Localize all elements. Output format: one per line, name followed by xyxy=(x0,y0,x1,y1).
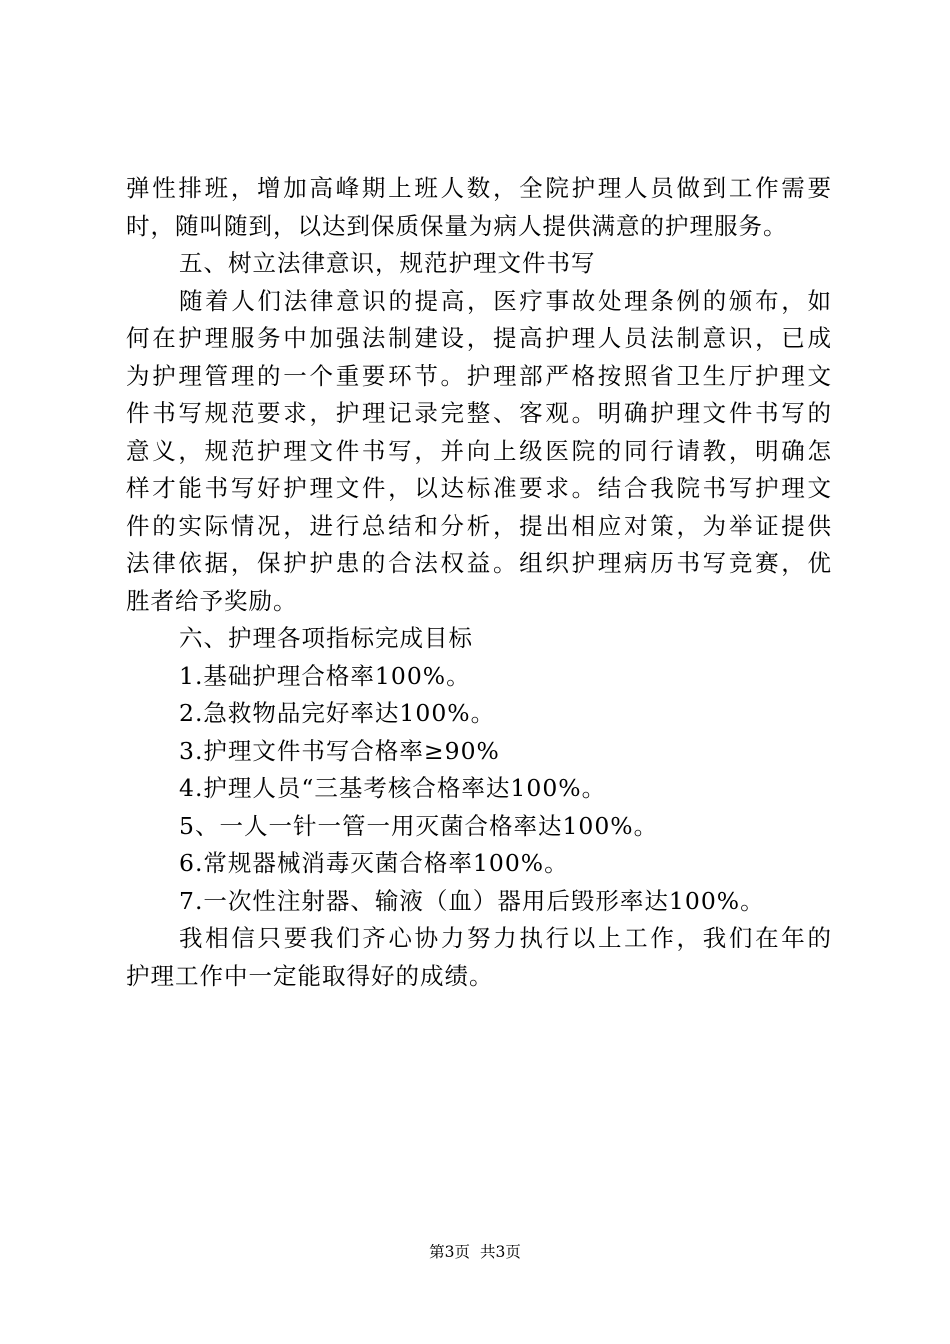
list-item: 6.常规器械消毒灭菌合格率100%。 xyxy=(179,849,569,877)
list-item: 4.护理人员“三基考核合格率达100%。 xyxy=(179,774,607,802)
page-number: 第3页 xyxy=(429,1243,470,1261)
paragraph-line: 意义，规范护理文件书写，并向上级医院的同行请教，明确怎 xyxy=(126,436,832,465)
paragraph-line: 胜者给予奖励。 xyxy=(126,586,298,615)
list-item: 2.急救物品完好率达100%。 xyxy=(179,699,496,727)
list-item: 5、一人一针一管一用灭菌合格率达100%。 xyxy=(179,811,659,840)
paragraph-line: 为护理管理的一个重要环节。护理部严格按照省卫生厅护理文 xyxy=(126,361,832,390)
paragraph-line: 时，随叫随到，以达到保质保量为病人提供满意的护理服务。 xyxy=(126,211,788,240)
paragraph-line: 弹性排班，增加高峰期上班人数，全院护理人员做到工作需要 xyxy=(126,174,832,202)
paragraph-line: 样才能书写好护理文件，以达标准要求。结合我院书写护理文 xyxy=(126,474,832,502)
page-footer xyxy=(0,1242,950,1262)
paragraph-line: 随着人们法律意识的提高，医疗事故处理条例的颁布，如 xyxy=(179,286,832,315)
list-item: 1.基础护理合格率100%。 xyxy=(179,661,471,690)
document-body xyxy=(126,170,832,995)
section-heading: 六、护理各项指标完成目标 xyxy=(179,624,473,652)
paragraph-line: 件书写规范要求，护理记录完整、客观。明确护理文件书写的 xyxy=(126,399,832,427)
paragraph-line: 何在护理服务中加强法制建设，提高护理人员法制意识，已成 xyxy=(126,324,832,352)
page-total: 共3页 xyxy=(480,1243,521,1261)
paragraph-line: 法律依据，保护护患的合法权益。组织护理病历书写竞赛，优 xyxy=(126,549,832,577)
paragraph-line: 件的实际情况，进行总结和分析，提出相应对策，为举证提供 xyxy=(126,511,832,540)
section-heading: 五、树立法律意识，规范护理文件书写 xyxy=(179,249,596,277)
list-item: 7.一次性注射器、输液（血）器用后毁形率达100%。 xyxy=(179,886,765,915)
paragraph-line: 我相信只要我们齐心协力努力执行以上工作，我们在年的 xyxy=(179,924,832,952)
paragraph-line: 护理工作中一定能取得好的成绩。 xyxy=(126,961,494,990)
list-item: 3.护理文件书写合格率≥90% xyxy=(179,736,500,765)
